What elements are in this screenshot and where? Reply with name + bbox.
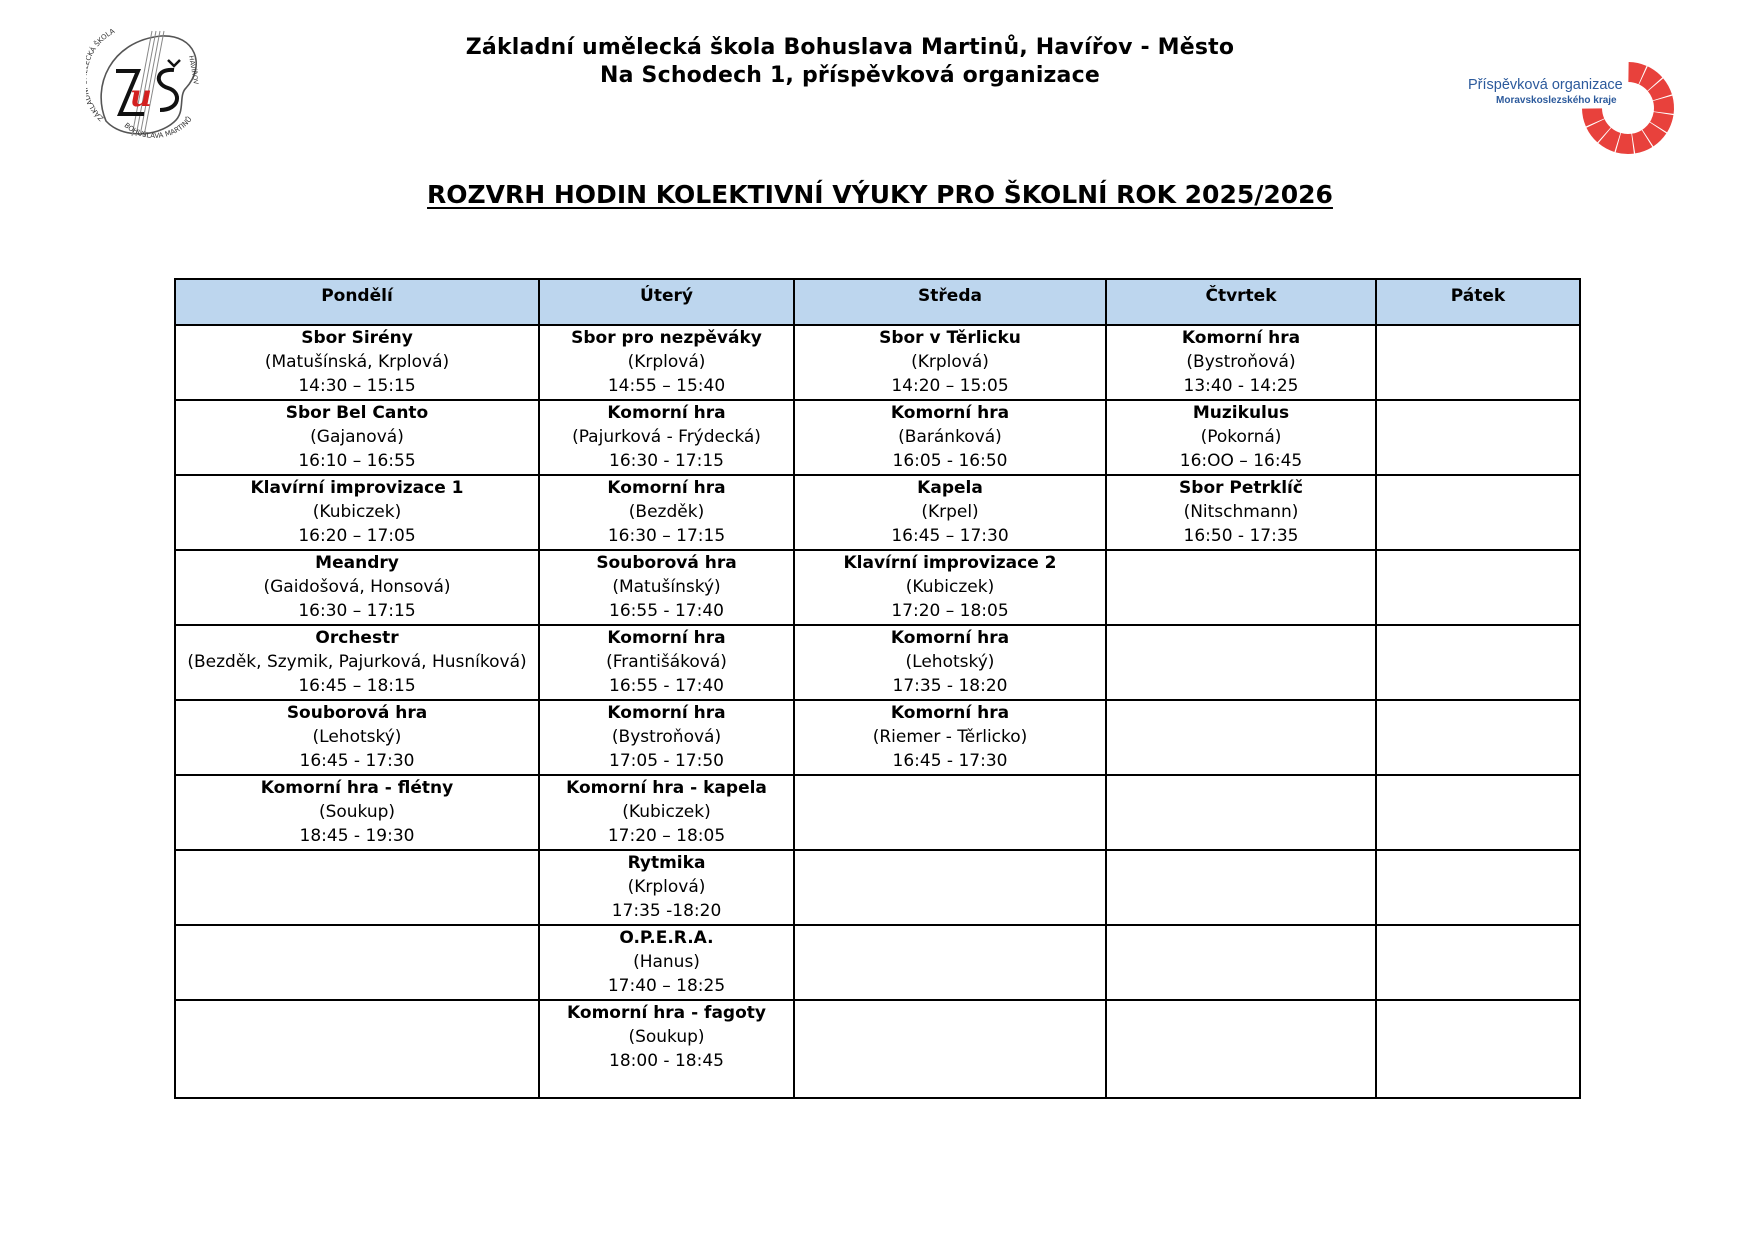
schedule-cell-friday — [1376, 400, 1580, 475]
lesson-time: 14:55 – 15:40 — [607, 376, 726, 396]
schedule-cell-friday — [1376, 550, 1580, 625]
lesson-teacher: (Pajurková - Frýdecká) — [572, 427, 761, 447]
schedule-cell-wednesday — [794, 400, 1106, 475]
lesson-teacher: (Hanus) — [633, 952, 700, 972]
schedule-cell-tuesday — [539, 475, 794, 550]
table-row — [175, 700, 1580, 775]
schedule-cell-wednesday — [794, 625, 1106, 700]
schedule-cell-thursday — [1106, 400, 1376, 475]
lesson-time: 17:35 - 18:20 — [892, 676, 1008, 696]
school-name: Základní umělecká škola Bohuslava Martinů, Havířov - Město — [465, 35, 1235, 60]
schedule-cell-thursday — [1106, 1000, 1376, 1098]
schedule-cell-tuesday — [539, 400, 794, 475]
lesson-time: 16:50 - 17:35 — [1183, 526, 1299, 546]
column-header-tuesday: Úterý — [539, 279, 794, 325]
region-logo — [1468, 60, 1678, 156]
lesson-time: 17:35 -18:20 — [611, 901, 722, 921]
lesson-teacher: (Krpel) — [921, 502, 979, 522]
table-row — [175, 1000, 1580, 1098]
lesson-time: 17:40 – 18:25 — [607, 976, 726, 996]
schedule-cell-friday — [1376, 1000, 1580, 1098]
lesson-name: Orchestr — [315, 628, 399, 648]
lesson-time: 16:30 – 17:15 — [298, 601, 416, 621]
table-row — [175, 325, 1580, 400]
schedule-cell-thursday — [1106, 550, 1376, 625]
lesson-teacher: (Lehotský) — [312, 727, 402, 747]
table-row — [175, 475, 1580, 550]
lesson-name: Sbor Bel Canto — [285, 403, 429, 423]
lesson-name: Rytmika — [627, 853, 706, 873]
lesson-time: 16:10 – 16:55 — [298, 451, 416, 471]
schedule-cell-monday — [175, 1000, 539, 1098]
schedule-cell-thursday — [1106, 850, 1376, 925]
schedule-cell-wednesday — [794, 475, 1106, 550]
schedule-cell-thursday — [1106, 775, 1376, 850]
logo-ring-text-top: ZÁKLA KÁ ŠKOLA — [86, 27, 117, 123]
schedule-cell-monday — [175, 625, 539, 700]
region-ring-icon — [1580, 60, 1676, 156]
lesson-teacher: (Krplová) — [627, 877, 706, 897]
lesson-teacher: (Baránková) — [898, 427, 1002, 447]
lesson-time: 14:20 – 15:05 — [891, 376, 1009, 396]
lesson-teacher: (Bezděk) — [628, 502, 705, 522]
lesson-name: Sbor Petrklíč — [1179, 478, 1303, 498]
schedule-cell-wednesday — [794, 850, 1106, 925]
lesson-time: 14:30 – 15:15 — [298, 376, 416, 396]
lesson-time: 13:40 - 14:25 — [1183, 376, 1299, 396]
lesson-teacher: (Kubiczek) — [905, 577, 995, 597]
svg-text:ZÁKLADNÍ UMĚLECKÁ ŠKOLA — [86, 27, 116, 122]
lesson-name: Kapela — [917, 478, 983, 498]
schedule-cell-thursday — [1106, 925, 1376, 1000]
lesson-name: Komorní hra — [890, 403, 1010, 423]
lesson-time: 16:05 - 16:50 — [892, 451, 1008, 471]
lesson-teacher: (Kubiczek) — [622, 802, 711, 822]
schedule-cell-friday — [1376, 775, 1580, 850]
header-row — [175, 279, 1580, 325]
schedule-cell-thursday — [1106, 625, 1376, 700]
lesson-time: 16:30 – 17:15 — [607, 526, 726, 546]
lesson-teacher: (Krplová) — [627, 352, 706, 372]
lesson-teacher: (Bystroňová) — [611, 727, 722, 747]
schedule-cell-wednesday — [794, 925, 1106, 1000]
schedule-cell-tuesday — [539, 850, 794, 925]
lesson-time: 16:OO – 16:45 — [1179, 451, 1303, 471]
lesson-teacher: (Krplová) — [911, 352, 989, 372]
svg-text:u: u — [130, 79, 152, 114]
schedule-cell-monday — [175, 550, 539, 625]
schedule-cell-friday — [1376, 850, 1580, 925]
schedule-cell-monday — [175, 775, 539, 850]
lesson-teacher: (Riemer - Těrlicko) — [872, 727, 1028, 747]
lesson-time: 18:00 - 18:45 — [609, 1051, 724, 1071]
lesson-teacher: (Gaidošová, Honsová) — [263, 577, 451, 597]
lesson-name: Klavírní improvizace 1 — [250, 478, 464, 498]
zus-logo-icon — [86, 26, 214, 146]
lesson-teacher: (Lehotský) — [905, 652, 995, 672]
lesson-teacher: (Nitschmann) — [1183, 502, 1299, 522]
lesson-teacher: (Matušínská, Krplová) — [264, 352, 450, 372]
lesson-name: Komorní hra - fagoty — [567, 1003, 766, 1023]
lesson-time: 16:45 – 17:30 — [891, 526, 1009, 546]
lesson-name: Komorní hra — [890, 628, 1010, 648]
schedule-cell-wednesday — [794, 550, 1106, 625]
lesson-time: 17:20 – 18:05 — [891, 601, 1009, 621]
lesson-teacher: (Kubiczek) — [312, 502, 402, 522]
schedule-cell-thursday — [1106, 475, 1376, 550]
schedule-cell-friday — [1376, 925, 1580, 1000]
schedule-cell-thursday — [1106, 325, 1376, 400]
schedule-cell-monday — [175, 850, 539, 925]
logo-ring-text-bottom: BOHUSLAVA MARTINŮ — [122, 115, 194, 140]
lesson-teacher: (Gajanová) — [310, 427, 404, 447]
lesson-name: Souborová hra — [596, 553, 737, 573]
lesson-name: Sbor Sirény — [301, 328, 413, 348]
column-header-wednesday: Středa — [794, 279, 1106, 325]
schedule-cell-tuesday — [539, 700, 794, 775]
schedule-cell-monday — [175, 925, 539, 1000]
lesson-time: 16:55 - 17:40 — [609, 601, 724, 621]
lesson-time: 16:45 – 18:15 — [298, 676, 416, 696]
schedule-cell-wednesday — [794, 1000, 1106, 1098]
lesson-name: Klavírní improvizace 2 — [843, 553, 1057, 573]
column-header-monday: Pondělí — [175, 279, 539, 325]
lesson-time: 17:20 – 18:05 — [607, 826, 726, 846]
school-logo — [86, 26, 214, 146]
lesson-name: Souborová hra — [286, 703, 428, 723]
lesson-name: Komorní hra — [1181, 328, 1301, 348]
lesson-name: Meandry — [315, 553, 399, 573]
table-row — [175, 550, 1580, 625]
schedule-cell-friday — [1376, 700, 1580, 775]
lesson-time: 16:55 - 17:40 — [609, 676, 724, 696]
lesson-name: Komorní hra — [607, 703, 726, 723]
table-row — [175, 850, 1580, 925]
lesson-name: Komorní hra — [607, 403, 726, 423]
table-row — [175, 400, 1580, 475]
lesson-name: Komorní hra — [890, 703, 1010, 723]
schedule-cell-monday — [175, 400, 539, 475]
logo-ring-text-right: HAVÍŘOV — [187, 54, 200, 86]
schedule-cell-monday — [175, 700, 539, 775]
schedule-cell-tuesday — [539, 1000, 794, 1098]
schedule-cell-tuesday — [539, 925, 794, 1000]
school-address: Na Schodech 1, příspěvková organizace — [600, 63, 1100, 88]
svg-text:BOHUSLAVA MARTINŮ — [123, 115, 194, 140]
lesson-teacher: (Soukup) — [628, 1027, 705, 1047]
schedule-cell-tuesday — [539, 775, 794, 850]
column-header-thursday: Čtvrtek — [1106, 279, 1376, 325]
lesson-name: Komorní hra - kapela — [566, 778, 767, 798]
lesson-time: 16:45 - 17:30 — [892, 751, 1008, 771]
region-logo-line1: Příspěvková organizace — [1468, 77, 1623, 93]
schedule-cell-wednesday — [794, 325, 1106, 400]
lesson-name: Komorní hra - flétny — [260, 778, 454, 798]
lesson-time: 16:45 - 17:30 — [299, 751, 415, 771]
lesson-teacher: (Pokorná) — [1200, 427, 1282, 447]
lesson-time: 16:20 – 17:05 — [298, 526, 416, 546]
region-logo-line2: Moravskoslezského kraje — [1496, 95, 1617, 106]
schedule-cell-tuesday — [539, 325, 794, 400]
lesson-time: 17:05 - 17:50 — [609, 751, 724, 771]
lesson-time: 18:45 - 19:30 — [299, 826, 415, 846]
schedule-cell-monday — [175, 475, 539, 550]
lesson-name: Komorní hra — [607, 478, 726, 498]
schedule-cell-monday — [175, 325, 539, 400]
schedule-cell-friday — [1376, 475, 1580, 550]
lesson-name: Komorní hra — [607, 628, 726, 648]
schedule-cell-tuesday — [539, 550, 794, 625]
column-header-friday: Pátek — [1376, 279, 1580, 325]
lesson-teacher: (Františáková) — [606, 652, 727, 672]
lesson-teacher: (Bezděk, Szymik, Pajurková, Husníková) — [187, 652, 527, 672]
lesson-teacher: (Matušínský) — [612, 577, 721, 597]
lesson-teacher: (Soukup) — [318, 802, 396, 822]
table-row — [175, 925, 1580, 1000]
schedule-cell-wednesday — [794, 775, 1106, 850]
schedule-cell-friday — [1376, 625, 1580, 700]
lesson-name: O.P.E.R.A. — [619, 928, 714, 948]
schedule-cell-tuesday — [539, 625, 794, 700]
lesson-time: 16:30 - 17:15 — [609, 451, 724, 471]
lesson-name: Sbor v Těrlicku — [879, 328, 1021, 348]
page-title: ROZVRH HODIN KOLEKTIVNÍ VÝUKY PRO ŠKOLNÍ ROK 2025/2026 — [427, 180, 1333, 209]
table-row — [175, 775, 1580, 850]
lesson-teacher: (Bystroňová) — [1186, 352, 1296, 372]
schedule-cell-friday — [1376, 325, 1580, 400]
lesson-name: Muzikulus — [1192, 403, 1290, 423]
table-row — [175, 625, 1580, 700]
school-header — [380, 34, 1320, 90]
schedule-table — [174, 278, 1581, 1099]
schedule-cell-wednesday — [794, 700, 1106, 775]
lesson-name: Sbor pro nezpěváky — [571, 328, 762, 348]
schedule-cell-thursday — [1106, 700, 1376, 775]
